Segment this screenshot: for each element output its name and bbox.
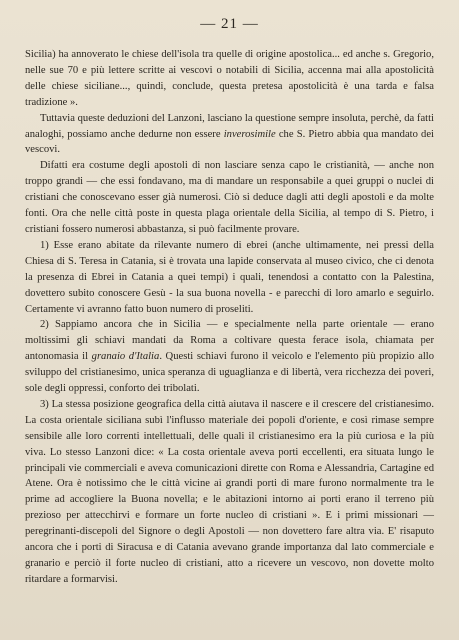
italic-inverosimile: inverosimile — [223, 128, 276, 140]
paragraph-6: 3) La stessa posizione geografica della città aiutava il nascere e il crescere del cristianesimo. La costa orientale siciliana subì l'influsso materiale dei popoli d'oriente, e così rimase sempre sensibile alle loro correnti intellettuali, delle quali il cristianesimo era la più curiosa e la più viva. Lo stesso Lanzoni dice: « La costa orientale aveva porti eccellenti, era situata lungo le principali vie commerciali e aveva comunicazioni dirette con Roma e Alessandria, Cartagine ed Atene. Ora è notissimo che le città vicine ai grandi porti di mare furono normalmente tra le prime ad accogliere la Buona novella; e le abitazioni intorno ai porti erano il terreno più prezioso per attecchirvi e formare un forte nucleo di cristiani ». E i primi missionari — peregrinanti-discepoli del Signore o degli Apostoli — non dovettero fare altra via. E' risaputo ancora che i porti di Siracusa e di Catania avevano grande importanza dal lato commerciale e granario e perciò il forte nucleo di cristiani, atto a ricevere un vescovo, non dovette molto ritardare a formarvisi. — [25, 398, 434, 585]
paragraph-5 — [25, 317, 434, 397]
paragraph-5-text: 2) Sappiamo ancora che in Sicilia — e specialmente nella parte orientale — erano moltissimi gli schiavi mandati da Roma a coltivare questa ferace isola, chiamata per antonomasia il — [25, 319, 434, 363]
paragraph-5-text-end: . Questi schiavi furono il veicolo e l'elemento più propizio allo sviluppo del cristianesimo, unica speranza di uguaglianza e di libertà, vera ricchezza dei poveri, sole degli oppressi, conforto dei tribolati. — [25, 351, 435, 395]
paragraph-1: Sicilia) ha annoverato le chiese dell'isola tra quelle di origine apostolica... ed anche s. Gregorio, nelle sue 70 e più lettere scritte ai vescovi o notabili di Sicilia, accenna mai alla apostolicità delle chiese siciliane..., quindi, conclude, questa pretesa apostolicità è una tarda e falsa tradizione ». — [25, 49, 434, 108]
paragraph-2-text: Tuttavia queste deduzioni del Lanzoni, lasciano la questione sempre insoluta, perchè, da fatti analoghi, possiamo anche dedurne non essere — [25, 112, 434, 140]
page-number: — 21 — — [200, 16, 259, 32]
paragraph-2 — [25, 111, 434, 159]
italic-granaio: granaio d'Italia — [91, 351, 160, 363]
body-text — [25, 47, 434, 588]
paragraph-3: Difatti era costume degli apostoli di non lasciare senza capo le cristianità, — anche non troppo grandi — che essi fondavano, ma di mandare un responsabile a quei gruppi o nuclei di cristiani che conoscevano esser già numerosi. Ciò si deduce dagli atti degli apostoli e da molte fonti. Ora che nelle città poste in questa plaga orientale della Sicilia, al tempo di S. Pietro, i cristiani fossero numerosi abbastanza, si può facilmente provare. — [25, 160, 434, 235]
paragraph-2-text-end: che S. Pietro abbia qua mandato dei vescovi. — [25, 128, 435, 156]
paragraph-4: 1) Esse erano abitate da rilevante numero di ebrei (anche ultimamente, nei pressi della Chiesa di S. Teresa in Catania, si è trovata una lapide conservata al museo civico, che ci denota la presenza di Ebrei in Catania a quei tempi) i quali, tenendosi a contatto con la Palestina, dovettero subito conoscere Gesù - la sua buona novella - e parecchi di loro amarlo e seguirlo. Certamente vi avranno fatto buon numero di proseliti. — [25, 239, 434, 315]
